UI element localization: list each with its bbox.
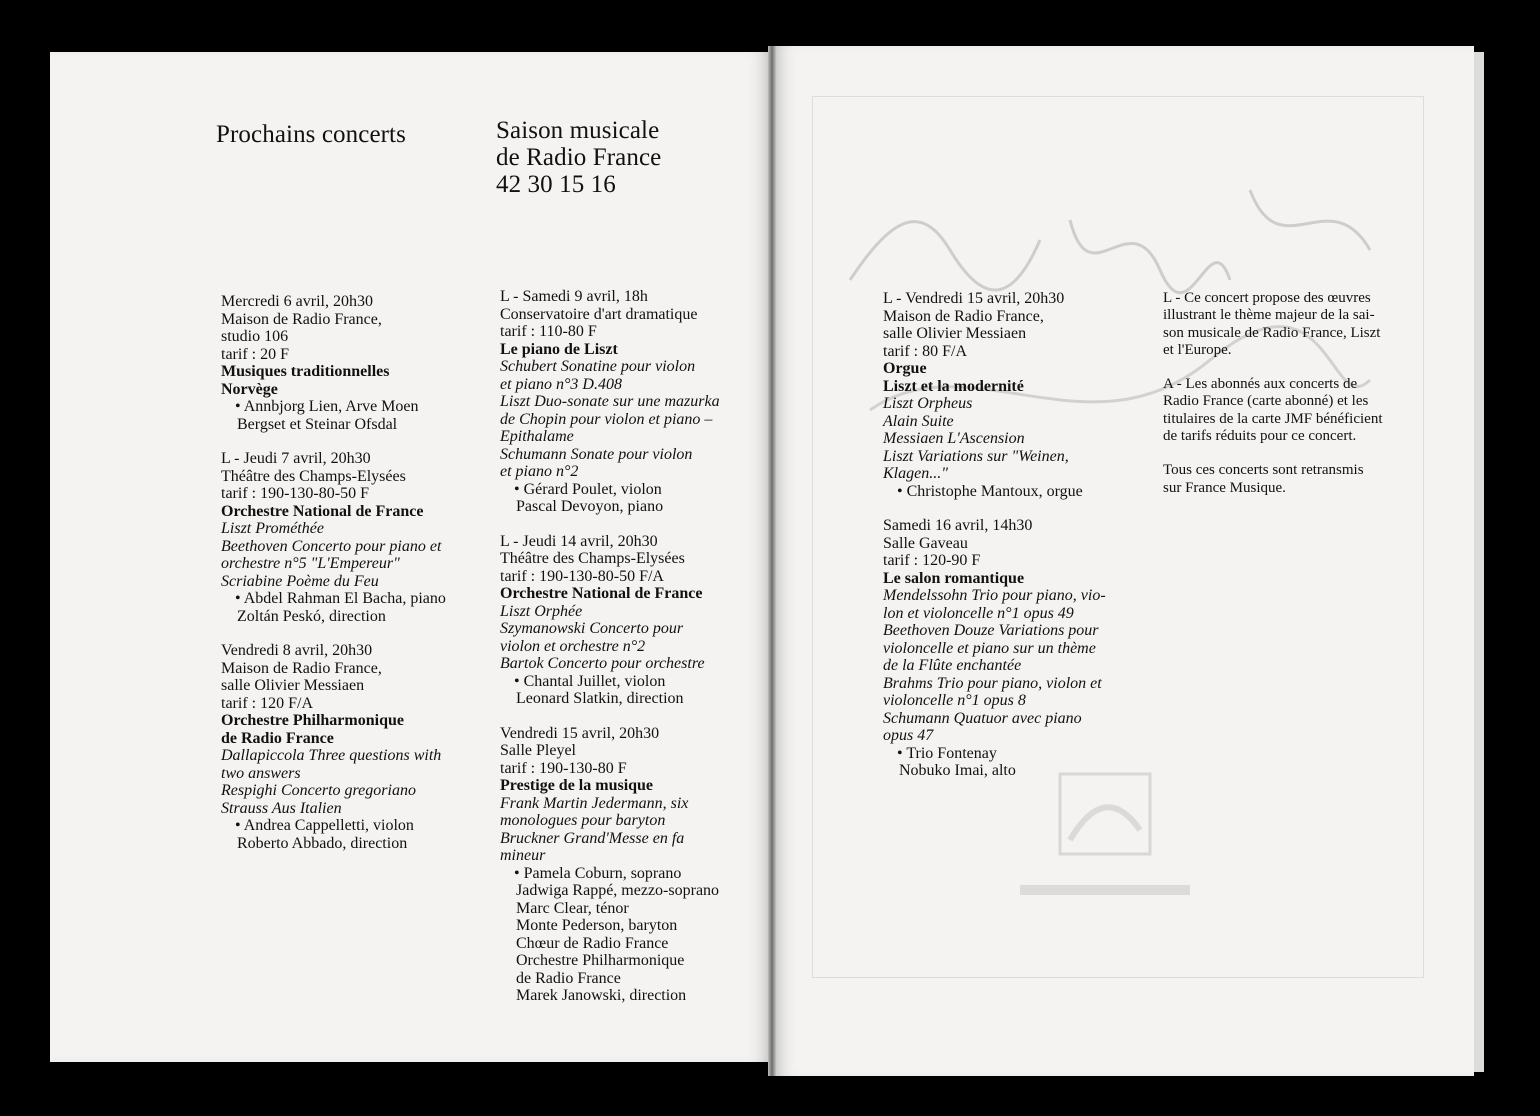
work: Beethoven Concerto pour piano et [221,537,442,555]
performers: • Gérard Poulet, violon [514,480,662,498]
work: Frank Martin Jedermann, six [500,794,689,812]
work: Liszt Orpheus [883,395,973,412]
price: tarif : 120-90 F [883,552,981,569]
work: Liszt Prométhée [221,520,324,537]
venue: Maison de Radio France, [221,310,382,328]
work: et piano n°3 D.408 [500,375,622,393]
performers: Leonard Slatkin, direction [516,690,684,707]
work: lon et violoncelle n°1 opus 49 [883,604,1074,622]
note-line: L - Ce concert propose des œuvres [1163,290,1371,306]
work: Schumann Sonate pour violon [500,445,693,463]
note-line: son musicale de Radio France, Liszt [1163,324,1381,341]
note-paragraph [1163,376,1433,445]
work: Strauss Aus Italien [221,799,342,817]
performers: Nobuko Imai, alto [899,762,1016,779]
venue-room: salle Olivier Messiaen [221,677,365,694]
work: Messiaen L'Ascension [883,430,1025,447]
work: violoncelle n°1 opus 8 [883,692,1026,709]
venue: Maison de Radio France, [883,307,1044,325]
orchestra: de Radio France [221,729,334,747]
program-subtitle: Norvège [221,380,278,398]
work: Klagen..." [883,465,948,482]
performers: Roberto Abbado, direction [237,834,408,852]
performers: • Abdel Rahman El Bacha, piano [235,590,446,607]
note-paragraph [1163,462,1433,497]
work: Szymanowski Concerto pour [500,620,684,637]
concert-entry [221,293,501,433]
orchestra: Orchestre National de France [500,585,703,602]
performers: Marek Janowski, direction [516,987,687,1004]
concert-date: L - Jeudi 14 avril, 20h30 [500,532,658,550]
venue: Théâtre des Champs-Elysées [500,550,685,567]
concert-date: Mercredi 6 avril, 20h30 [221,293,373,310]
concert-entry [221,642,501,852]
venue: Salle Pleyel [500,742,576,759]
work: Schubert Sonatine pour violon [500,358,696,375]
concert-entry [500,533,780,708]
venue-room: studio 106 [221,328,289,345]
concert-date: Vendredi 15 avril, 20h30 [500,724,660,742]
note-line: de tarifs réduits pour ce concert. [1163,428,1357,445]
price: tarif : 20 F [221,345,289,363]
note-paragraph [1163,290,1433,359]
performers: Chœur de Radio France [516,934,669,952]
price: tarif : 190-130-80-50 F/A [500,567,664,585]
heading-saison-musicale [496,117,661,198]
price: tarif : 190-130-80-50 F [221,485,369,502]
concert-entry [221,450,501,625]
program-title: Le salon romantique [883,569,1025,587]
program-title: Musiques traditionnelles [221,363,390,380]
work: Respighi Concerto gregoriano [221,782,416,799]
price: tarif : 80 F/A [883,342,967,360]
performers: Jadwiga Rappé, mezzo-soprano [516,882,720,899]
performers: • Christophe Mantoux, orgue [897,482,1083,500]
price: tarif : 120 F/A [221,694,313,712]
performers: Monte Pederson, baryton [516,917,678,934]
work: Scriabine Poème du Feu [221,572,379,590]
heading-line: de Radio France [496,144,662,171]
note-line: Tous ces concerts sont retransmis [1163,462,1364,479]
work: violon et orchestre n°2 [500,637,646,655]
concert-date: Vendredi 8 avril, 20h30 [221,642,373,659]
note-line: titulaires de la carte JMF bénéficient [1163,410,1383,427]
note-line: illustrant le thème majeur de la sai- [1163,307,1375,324]
work: Liszt Orphée [500,602,583,620]
heading-prochains-concerts [216,121,406,148]
work: violoncelle et piano sur un thème [883,639,1096,657]
concert-date: Samedi 16 avril, 14h30 [883,517,1033,534]
performers: Orchestre Philharmonique [516,952,685,969]
work: Schumann Quatuor avec piano [883,709,1082,727]
page-edge [1474,52,1484,1072]
concert-column-2 [500,288,780,1022]
concert-entry [883,290,1163,500]
price: tarif : 110-80 F [500,323,597,340]
work: Brahms Trio pour piano, violon et [883,674,1102,692]
work: Bruckner Grand'Messe en fa [500,829,685,847]
concert-entry [500,725,780,1005]
program-title: Prestige de la musique [500,777,654,794]
concert-date: L - Jeudi 7 avril, 20h30 [221,450,371,467]
notes-column [1163,290,1433,514]
work: Liszt Variations sur "Weinen, [883,447,1069,465]
work: monologues pour baryton [500,812,666,829]
work: de la Flûte enchantée [883,657,1022,674]
note-line: A - Les abonnés aux concerts de [1163,376,1358,393]
concert-entry [500,288,780,516]
performers: Marc Clear, ténor [516,899,629,917]
performers: Pascal Devoyon, piano [516,498,664,515]
work: two answers [221,764,301,782]
venue-room: salle Olivier Messiaen [883,325,1027,342]
work: Liszt Duo-sonate sur une mazurka [500,393,720,410]
performers: • Annbjorg Lien, Arve Moen [235,398,419,415]
concert-column-3 [883,290,1163,797]
performers: • Trio Fontenay [897,744,997,762]
orchestra: Orchestre Philharmonique [221,712,404,729]
note-line: sur France Musique. [1163,479,1286,496]
concert-entry [883,517,1163,780]
work: Beethoven Douze Variations pour [883,622,1099,639]
work: mineur [500,847,546,864]
orchestra: Orchestre National de France [221,502,424,520]
work: et piano n°2 [500,463,579,480]
work: Alain Suite [883,412,954,430]
work: Epithalame [500,428,574,445]
price: tarif : 190-130-80 F [500,759,627,777]
work: Mendelssohn Trio pour piano, vio- [883,587,1106,604]
work: orchestre n°5 "L'Empereur" [221,555,400,572]
note-line: et l'Europe. [1163,341,1232,358]
program-title: Le piano de Liszt [500,340,618,358]
venue: Salle Gaveau [883,534,968,552]
venue: Maison de Radio France, [221,659,382,677]
heading-line: Saison musicale [496,117,660,144]
note-line: Radio France (carte abonné) et les [1163,393,1369,410]
heading-text: Prochains concerts [216,121,406,148]
performers: • Andrea Cappelletti, violon [235,817,414,834]
performers: Zoltán Peskó, direction [237,607,386,625]
performers: • Pamela Coburn, soprano [514,864,682,882]
venue: Théâtre des Champs-Elysées [221,467,406,485]
work: opus 47 [883,727,934,744]
venue: Conservatoire d'art dramatique [500,305,698,323]
work: Dallapiccola Three questions with [221,747,442,764]
concert-date: L - Samedi 9 avril, 18h [500,288,648,305]
performers: • Chantal Juillet, violon [514,672,666,690]
program-title: Orgue [883,360,927,377]
phone-number: 42 30 15 16 [496,171,616,198]
concert-date: L - Vendredi 15 avril, 20h30 [883,290,1065,307]
performers: Bergset et Steinar Ofsdal [237,415,398,433]
work: Bartok Concerto pour orchestre [500,655,705,672]
work: de Chopin pour violon et piano – [500,410,713,428]
program-subtitle: Liszt et la modernité [883,377,1024,395]
performers: de Radio France [516,969,621,987]
concert-column-1 [221,293,501,869]
